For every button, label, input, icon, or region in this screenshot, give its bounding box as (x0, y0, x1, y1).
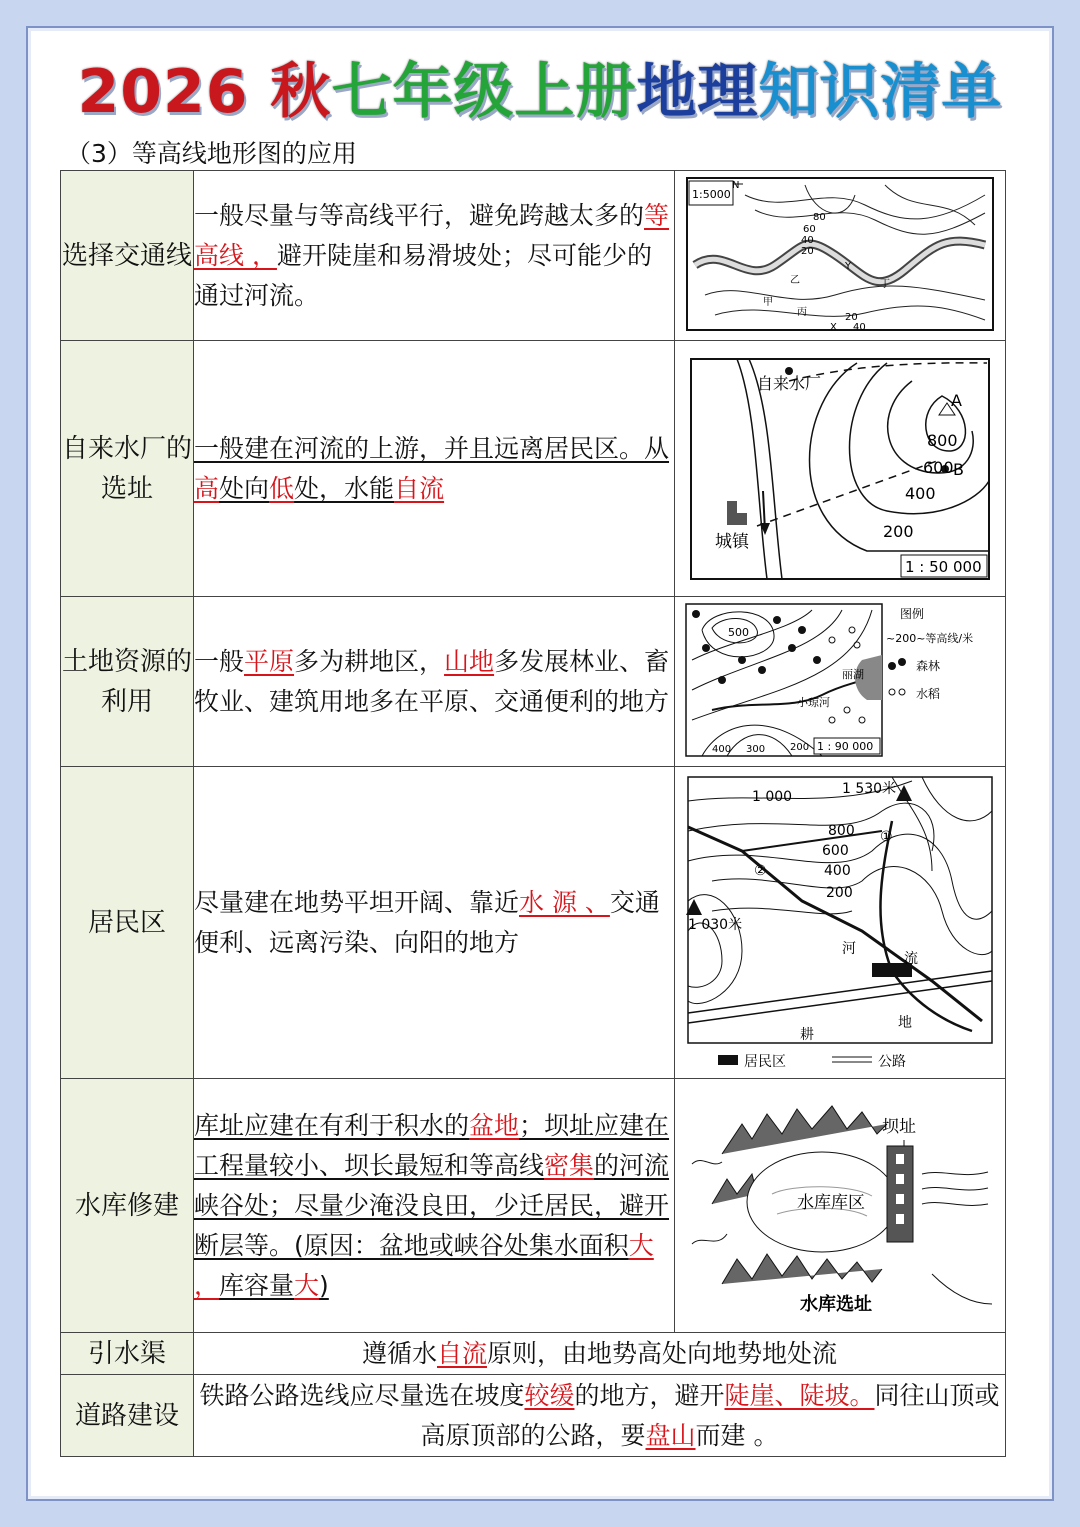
row-heading: 自来水厂的选址 (61, 341, 194, 597)
reservoir-caption: 水库选址 (800, 1293, 872, 1315)
town-label: 城镇 (715, 531, 749, 552)
svg-text:600: 600 (923, 457, 954, 477)
svg-text:40: 40 (853, 321, 866, 333)
svg-text:200: 200 (826, 884, 853, 901)
reservoir-area-label: 水库库区 (797, 1192, 865, 1213)
legend-road: 公路 (878, 1053, 906, 1070)
legend-forest: 森林 (916, 658, 941, 673)
row-heading: 道路建设 (61, 1375, 194, 1457)
svg-text:流: 流 (904, 950, 918, 967)
table-row (61, 1333, 1006, 1375)
waterworks-label: 自来水厂 (757, 373, 822, 393)
svg-text:地: 地 (898, 1014, 912, 1031)
row-text: 一般建在河流的上游，并且远离居民区。从高处向低处，水能自流 (194, 341, 675, 597)
svg-text:河: 河 (842, 940, 856, 957)
map-scale: 1 : 90 000 (817, 739, 874, 753)
svg-text:80: 80 (813, 211, 826, 223)
svg-text:200: 200 (883, 521, 914, 541)
svg-text:200: 200 (790, 741, 810, 753)
row-text: 铁路公路选线应尽量选在坡度较缓的地方，避开陡崖、陡坡。同往山顶或高原顶部的公路，要盘山而建 。 (194, 1375, 1006, 1457)
svg-text:600: 600 (822, 842, 849, 859)
map-scale: 1:5000 (692, 187, 731, 201)
section-subtitle: （3）等高线地形图的应用 (66, 139, 357, 168)
svg-text:400: 400 (712, 743, 732, 755)
svg-text:丙: 丙 (797, 306, 807, 318)
row-text: 一般平原多为耕地区，山地多发展林业、畜牧业、建筑用地多在平原、交通便利的地方 (194, 597, 675, 767)
contour-map-land-use (675, 597, 1006, 767)
svg-text:300: 300 (746, 743, 766, 755)
contour-map-residential (675, 767, 1006, 1079)
legend-rice: 水稻 (916, 686, 941, 701)
svg-text:20: 20 (801, 245, 814, 257)
table-row (61, 1079, 1006, 1333)
row-heading: 水库修建 (61, 1079, 194, 1333)
svg-text:Y: Y (845, 260, 852, 272)
row-text: 一般尽量与等高线平行，避免跨越太多的等高线 ，避开陡崖和易滑坡处；尽可能少的通过河流。 (194, 171, 675, 341)
row-text: 尽量建在地势平坦开阔、靠近水 源 、交通便利、远离污染、向阳的地方 (194, 767, 675, 1079)
svg-text:800: 800 (828, 822, 855, 839)
svg-text:小琼河: 小琼河 (797, 695, 830, 709)
svg-text:1 000: 1 000 (752, 788, 793, 805)
north-label: N (732, 179, 740, 191)
reservoir-illustration (675, 1079, 1006, 1333)
svg-text:60: 60 (803, 223, 816, 235)
svg-text:①: ① (880, 828, 893, 845)
svg-text:20: 20 (845, 311, 858, 323)
dam-label: 坝址 (882, 1116, 916, 1137)
table-row (61, 767, 1006, 1079)
svg-text:1 030米: 1 030米 (688, 916, 743, 933)
map-scale: 1 : 50 000 (905, 557, 982, 576)
svg-text:1 530米: 1 530米 (842, 780, 897, 797)
svg-text:400: 400 (824, 862, 851, 879)
svg-text:丁: 丁 (880, 278, 890, 290)
svg-text:800: 800 (927, 430, 958, 450)
row-text: 遵循水自流原则，由地势高处向地势地处流 (194, 1333, 1006, 1375)
row-text: 库址应建在有利于积水的盆地；坝址应建在工程量较小、坝长最短和等高线密集的河流峡谷处；尽量少淹没良田，少迁居民，避开断层等。(原因：盆地或峡谷处集水面积大 ，库容量大) (194, 1079, 675, 1333)
knowledge-table (60, 170, 1006, 1457)
svg-text:40: 40 (801, 234, 814, 246)
contour-map-waterworks (675, 341, 1006, 597)
table-row (61, 341, 1006, 597)
svg-text:500: 500 (728, 625, 749, 639)
svg-text:丽湖: 丽湖 (842, 667, 864, 681)
svg-text:A: A (951, 390, 962, 410)
legend-contour: ~200~等高线/米 (886, 631, 974, 645)
title-grade: 七年级上册 (331, 57, 637, 127)
row-heading: 居民区 (61, 767, 194, 1079)
table-row (61, 171, 1006, 341)
legend-title: 图例 (900, 606, 925, 621)
svg-text:X: X (830, 321, 837, 333)
row-heading: 选择交通线 (61, 171, 194, 341)
contour-map-traffic (675, 171, 1006, 341)
title-year: 2026 秋 (77, 57, 332, 127)
table-row (61, 1375, 1006, 1457)
svg-text:耕: 耕 (800, 1026, 814, 1043)
legend-residential: 居民区 (744, 1053, 786, 1070)
title-list: 知识清单 (758, 57, 1003, 127)
page-title (0, 44, 1080, 130)
row-heading: 土地资源的利用 (61, 597, 194, 767)
row-heading: 引水渠 (61, 1333, 194, 1375)
svg-text:400: 400 (905, 483, 936, 503)
svg-text:②: ② (754, 862, 767, 879)
svg-text:乙: 乙 (790, 274, 800, 286)
table-row (61, 597, 1006, 767)
title-subject: 地理 (636, 57, 759, 127)
svg-text:甲: 甲 (763, 296, 773, 308)
svg-text:B: B (953, 459, 964, 479)
